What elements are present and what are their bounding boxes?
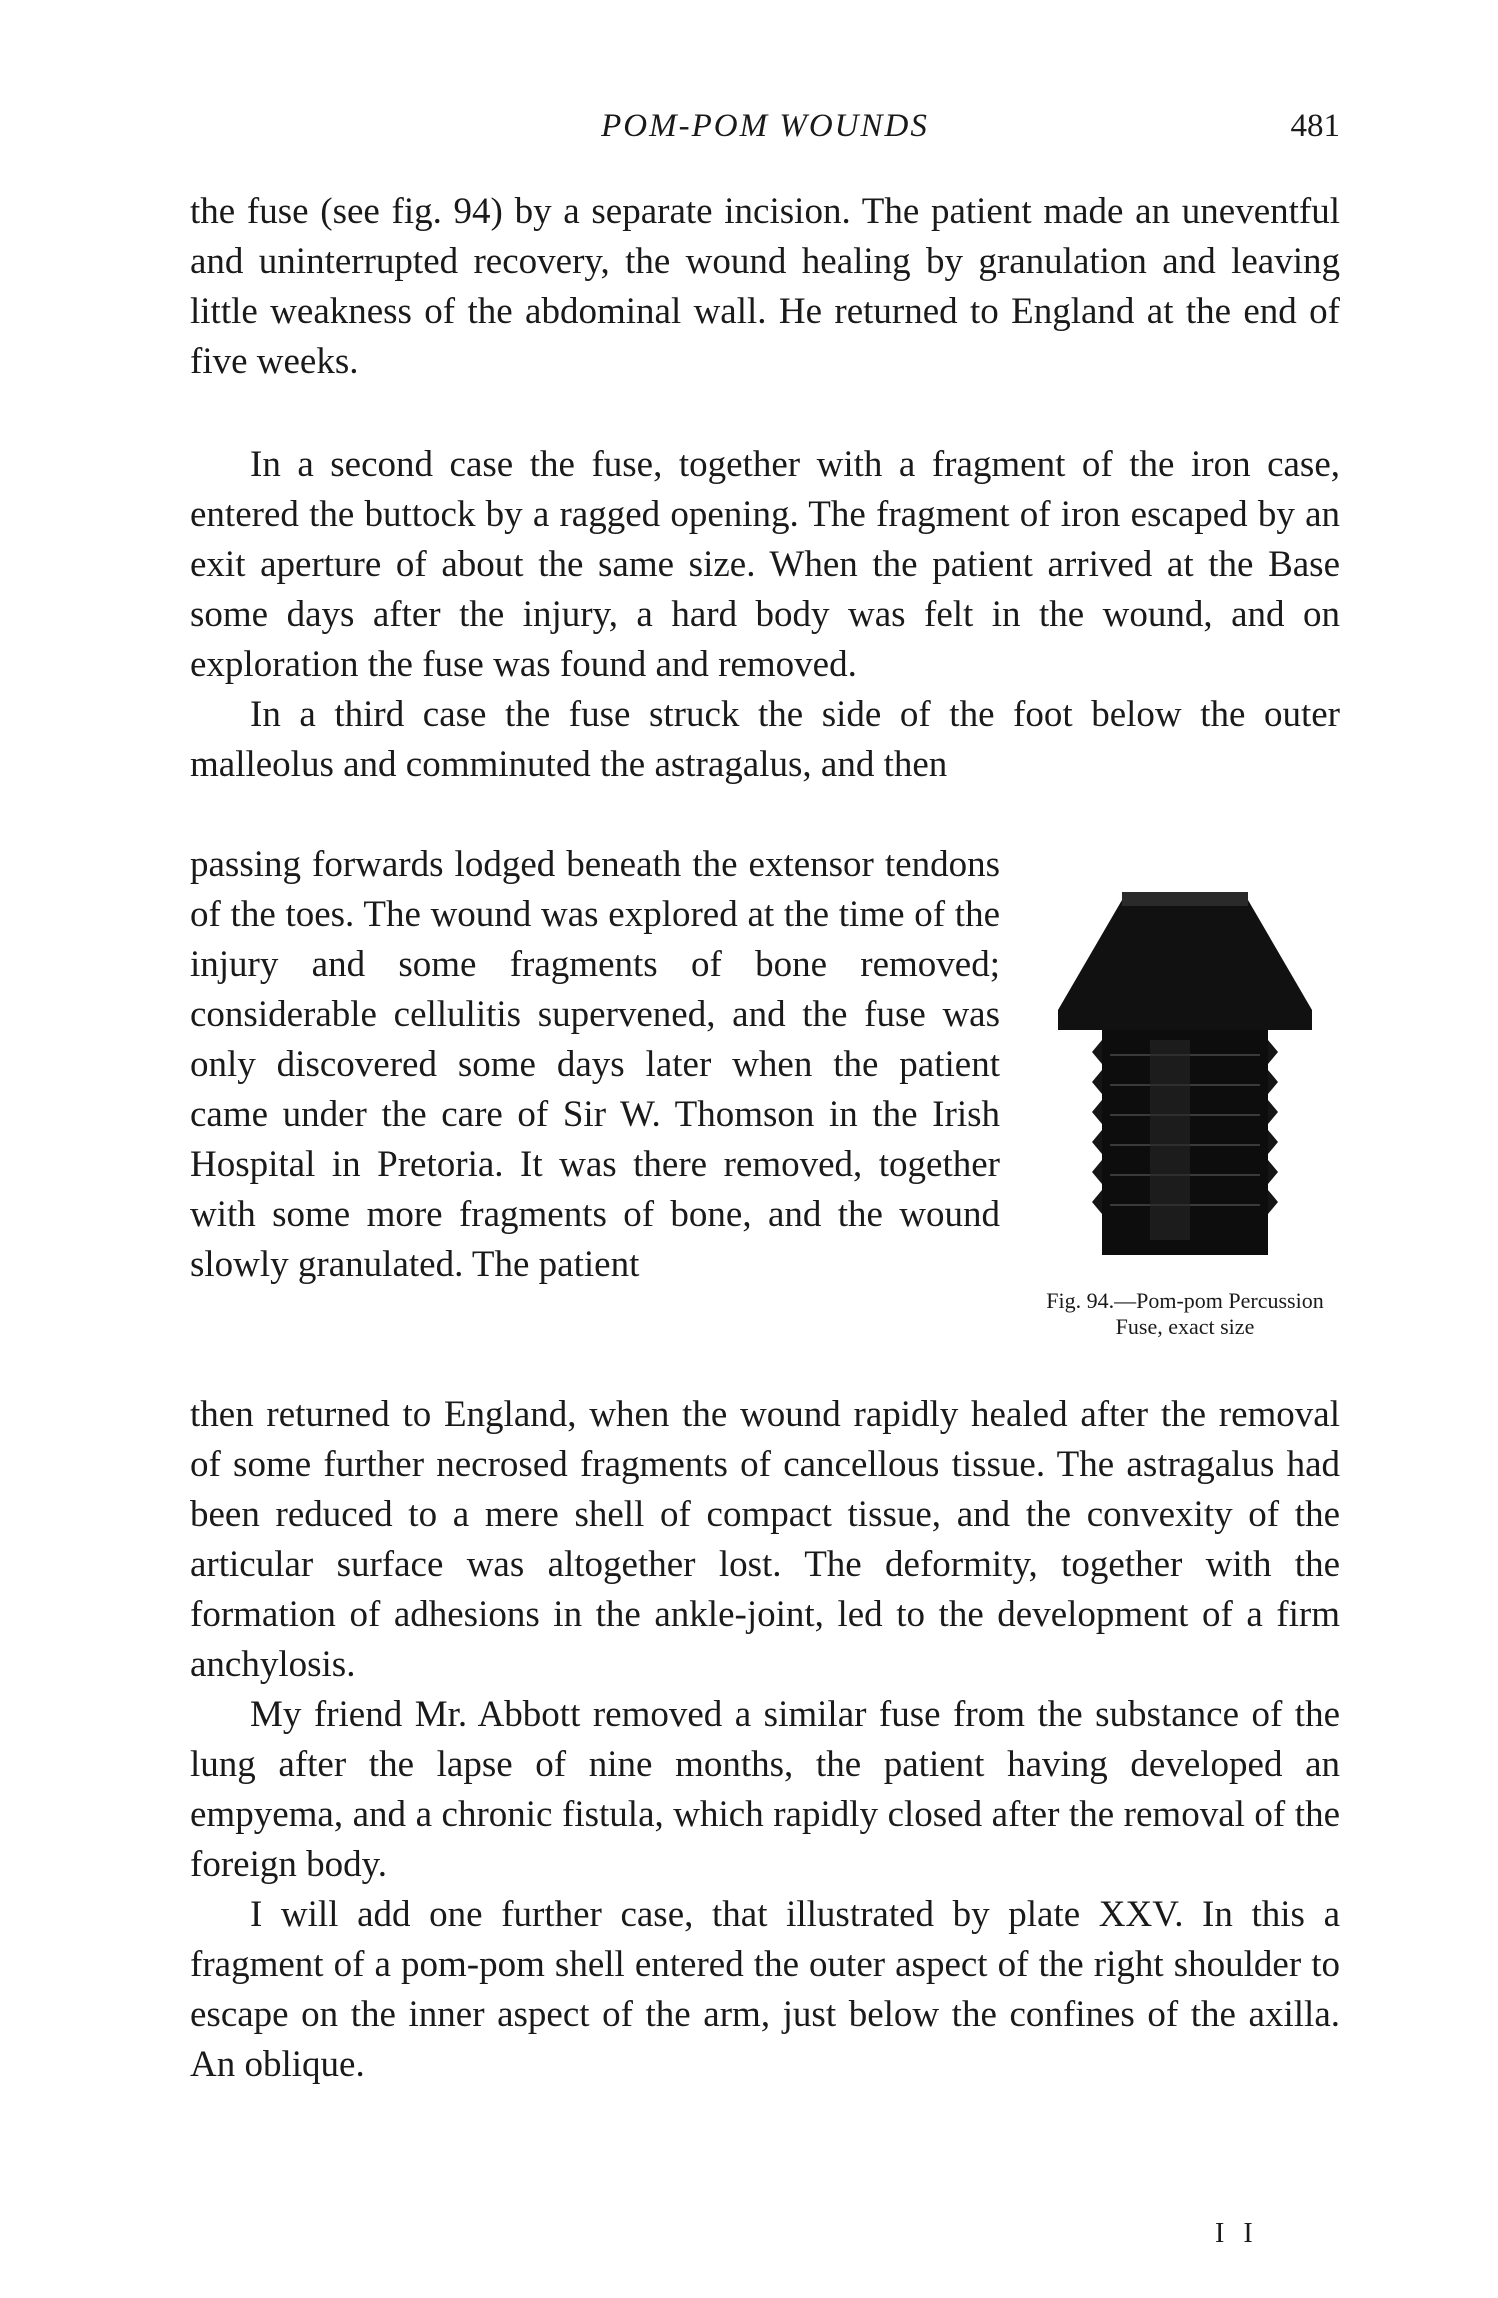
page-number: 481 (1290, 108, 1340, 144)
paragraph-4: My friend Mr. Abbott removed a similar fuse from the substance of the lung after the lapse of nine months, the patient having developed an empyema, and a chronic fistula, which rapidly closed after the removal of the foreign body. (190, 1694, 1340, 1885)
paragraph-3-middle: passing forwards lodged beneath the extensor tendons of the toes. The wound was explored at the time of the injury and some fragments of bone removed; considerable cellulitis supervened, and the fuse was only discovered some days later when the patient came under the care of Sir W. Thomson in the Irish Hospital in Pretoria. It was there removed, together with some more fragments of bone, and the wound slowly granulated. The patient (190, 844, 1000, 1285)
fuse-illustration-icon (1050, 880, 1320, 1270)
figure-94 (1030, 880, 1340, 1350)
figure-caption: Fig. 94.—Pom-pom Percussion Fuse, exact size (1046, 1288, 1324, 1339)
signature-mark: I I (1215, 2218, 1259, 2249)
paragraph-1: the fuse (see fig. 94) by a separate incision. The patient made an uneventful and uninterrupted recovery, the wound healing by granulation and leaving little weakness of the abdominal wall. He returned to England at the end of five weeks. (190, 191, 1340, 382)
paragraph-2: In a second case the fuse, together with a fragment of the iron case, entered the buttock by a ragged opening. The fragment of iron escaped by an exit aperture of about the same size. When the patient arrived at the Base some days after the injury, a hard body was felt in the wound, and on exploration the fuse was found and removed. (190, 444, 1340, 685)
text-block-top (190, 187, 1340, 387)
paragraph-3-end: then returned to England, when the wound rapidly healed after the removal of some further necrosed fragments of cancellous tissue. The astragalus had been reduced to a mere shell of compact tissue, and the convexity of the articular surface was altogether lost. The deformity, together with the formation of adhesions in the ankle-joint, led to the development of a firm anchylosis. (190, 1394, 1340, 1685)
paragraph-5: I will add one further case, that illustrated by plate XXV. In this a fragment of a pom-pom shell entered the outer aspect of the right shoulder to escape on the inner aspect of the arm, just below the confines of the axilla. An oblique. (190, 1894, 1340, 2085)
text-block-bottom (190, 1390, 1340, 2090)
text-beside-figure (190, 840, 1000, 1290)
running-head: POM-POM WOUNDS (601, 108, 929, 144)
page-header (190, 108, 1340, 158)
text-block-middle (190, 440, 1340, 790)
paragraph-3-start: In a third case the fuse struck the side of the foot below the outer malleolus and comminuted the astragalus, and then (190, 694, 1340, 785)
